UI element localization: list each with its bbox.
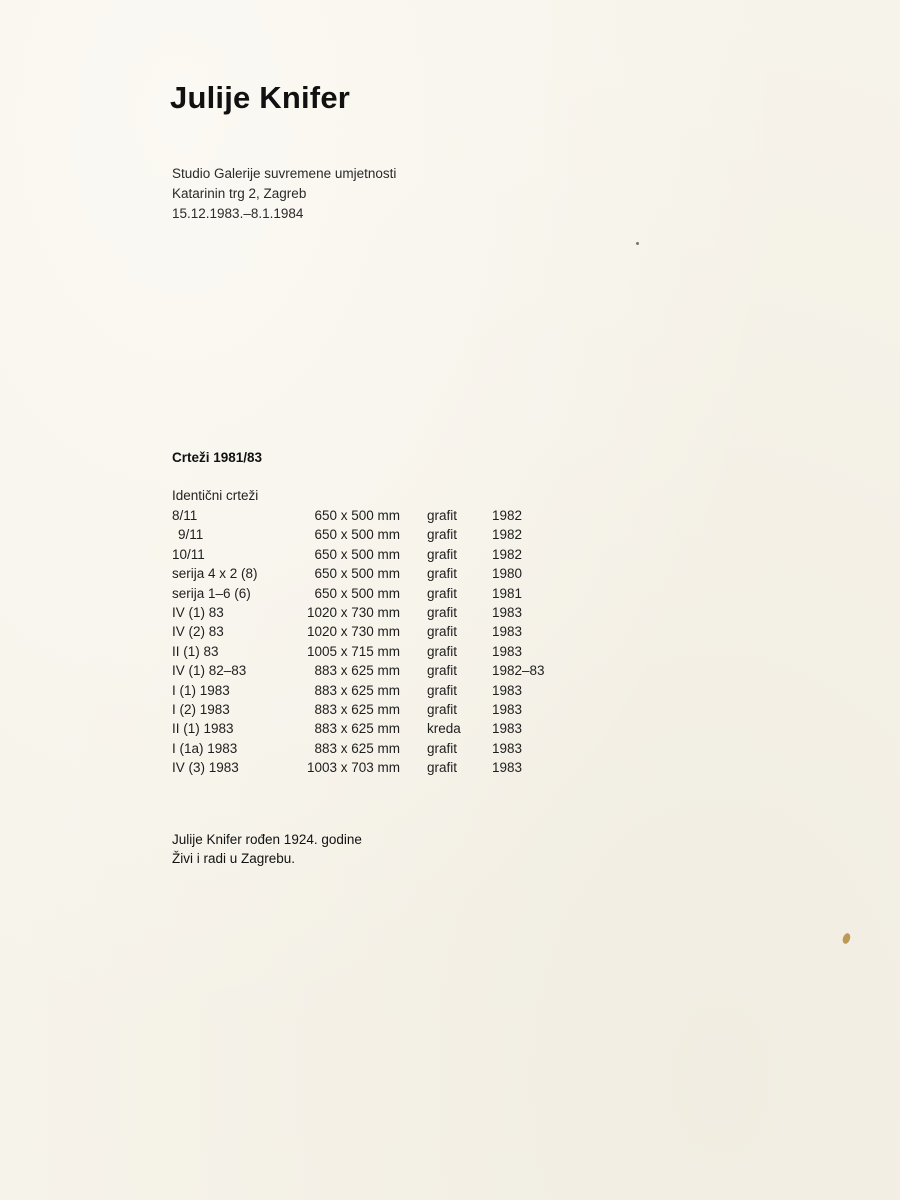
work-medium: grafit: [427, 508, 458, 523]
work-year: 1983: [492, 624, 523, 640]
work-year: 1983: [492, 740, 523, 756]
work-medium: grafit: [427, 760, 458, 776]
work-title: II (1) 83: [172, 643, 219, 659]
work-year: 1980: [492, 566, 523, 582]
work-title: 9/11: [178, 527, 204, 543]
work-title: I (2) 1983: [172, 701, 230, 717]
work-title: IV (3) 1983: [172, 760, 239, 776]
works-list: [0, 508, 900, 779]
work-size: 1020 x 730 mm: [306, 604, 400, 620]
work-year: 1983: [492, 604, 523, 620]
work-medium: grafit: [427, 643, 458, 659]
work-size: 650 x 500 mm: [314, 585, 400, 601]
work-row: [0, 760, 900, 779]
venue-info: [172, 164, 396, 224]
work-row: [0, 721, 900, 740]
work-size: 883 x 625 mm: [314, 663, 400, 679]
work-size: 1020 x 730 mm: [306, 624, 400, 640]
work-size: 650 x 500 mm: [314, 508, 400, 523]
work-size: 650 x 500 mm: [314, 527, 400, 543]
work-size: 883 x 625 mm: [314, 682, 400, 698]
paper-stain: [841, 932, 851, 945]
page-title: Julije Knifer: [170, 80, 351, 115]
work-row: [0, 702, 900, 721]
work-title: IV (2) 83: [172, 624, 224, 640]
work-year: 1983: [492, 701, 523, 717]
work-medium: grafit: [427, 663, 458, 679]
work-title: IV (1) 82–83: [172, 663, 247, 679]
work-title: 8/11: [172, 508, 198, 523]
work-medium: grafit: [427, 701, 458, 717]
work-row: [0, 605, 900, 624]
section-subtitle: Identični crteži: [172, 488, 259, 503]
work-size: 650 x 500 mm: [314, 546, 400, 562]
work-title: serija 4 x 2 (8): [172, 566, 258, 582]
bio-line-born: Julije Knifer rođen 1924. godine: [172, 832, 362, 847]
work-row: [0, 508, 900, 527]
work-medium: kreda: [427, 721, 461, 737]
work-year: 1983: [492, 682, 523, 698]
work-medium: grafit: [427, 624, 458, 640]
work-title: I (1) 1983: [172, 682, 230, 698]
work-row: [0, 586, 900, 605]
work-medium: grafit: [427, 566, 458, 582]
work-medium: grafit: [427, 682, 458, 698]
work-title: 10/11: [172, 546, 205, 562]
work-year: 1982–83: [492, 663, 545, 679]
artist-bio: [172, 830, 362, 868]
work-row: [0, 527, 900, 546]
work-year: 1983: [492, 643, 523, 659]
work-medium: grafit: [427, 585, 458, 601]
work-title: serija 1–6 (6): [172, 585, 251, 601]
work-size: 883 x 625 mm: [314, 701, 400, 717]
work-size: 883 x 625 mm: [314, 721, 400, 737]
venue-line-gallery: Studio Galerije suvremene umjetnosti: [172, 166, 397, 181]
work-size: 650 x 500 mm: [314, 566, 400, 582]
work-row: [0, 547, 900, 566]
work-row: [0, 566, 900, 585]
section-title: Crteži 1981/83: [172, 450, 263, 465]
work-title: IV (1) 83: [172, 604, 224, 620]
work-year: 1981: [492, 585, 523, 601]
work-row: [0, 624, 900, 643]
work-size: 1005 x 715 mm: [306, 643, 400, 659]
work-row: [0, 741, 900, 760]
work-title: I (1a) 1983: [172, 740, 238, 756]
bio-line-lives: Živi i radi u Zagrebu.: [172, 851, 296, 866]
venue-line-address: Katarinin trg 2, Zagreb: [172, 186, 307, 201]
work-year: 1982: [492, 527, 523, 543]
work-medium: grafit: [427, 604, 458, 620]
work-medium: grafit: [427, 740, 458, 756]
paper-speck: [636, 242, 639, 245]
venue-line-dates: 15.12.1983.–8.1.1984: [172, 206, 304, 221]
work-medium: grafit: [427, 527, 458, 543]
work-size: 883 x 625 mm: [314, 740, 400, 756]
work-year: 1983: [492, 760, 523, 776]
work-row: [0, 683, 900, 702]
work-year: 1982: [492, 508, 523, 523]
work-row: [0, 663, 900, 682]
work-title: II (1) 1983: [172, 721, 234, 737]
work-medium: grafit: [427, 546, 458, 562]
work-size: 1003 x 703 mm: [306, 760, 400, 776]
work-row: [0, 644, 900, 663]
work-year: 1982: [492, 546, 523, 562]
work-year: 1983: [492, 721, 523, 737]
